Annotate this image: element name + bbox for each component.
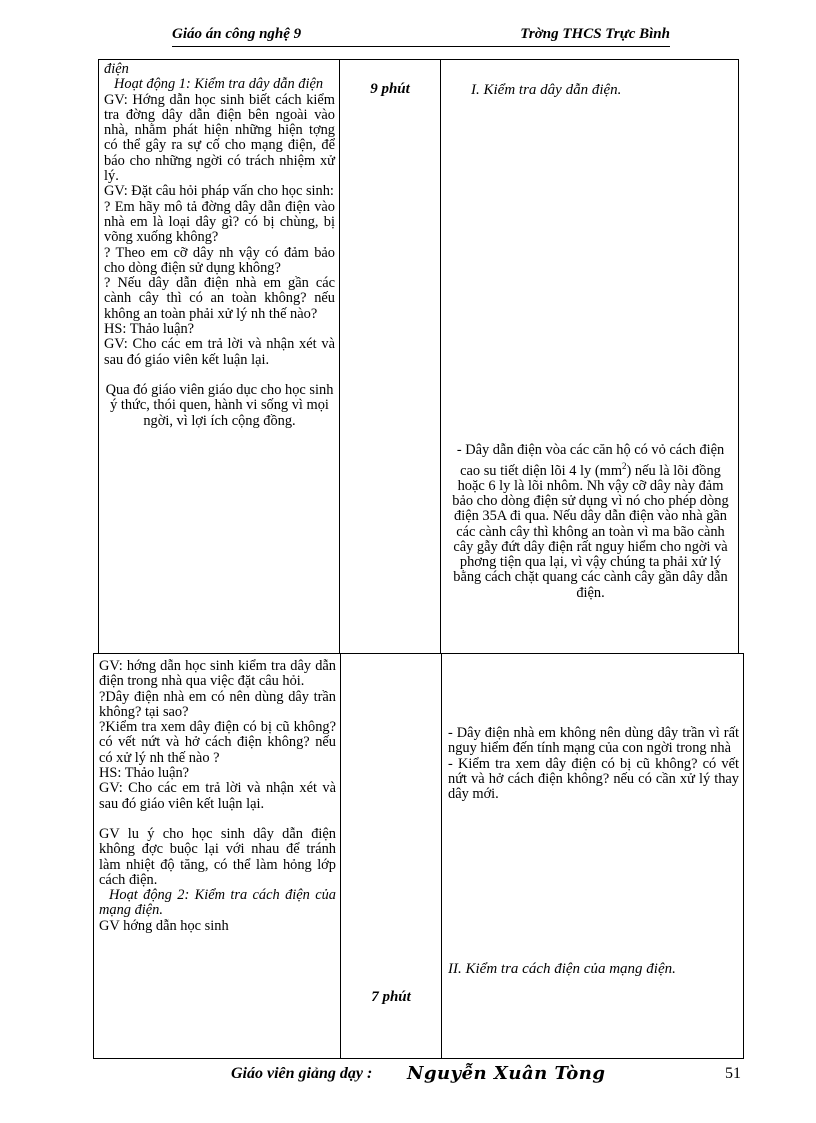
content-line: ? Em hãy mô tả đờng dây dẫn điện vào nhà em là loại dây gì? có bị chùng, bị võng xuống không? [104, 198, 335, 246]
activity-column [99, 60, 340, 654]
section-heading: I. Kiểm tra dây dẫn điện. [471, 82, 622, 98]
note: GV lu ý cho học sinh dây dẫn điện không đợc buộc lại với nhau để tránh làm nhiệt độ tăng, có thể làm hỏng lớp cách điện. [99, 825, 336, 888]
page-footer [93, 1058, 743, 1089]
time-label: 7 phút [371, 989, 411, 1005]
time-column [341, 654, 442, 1059]
activity-title: Hoạt động 1: Kiểm tra dây dẫn điện [114, 76, 324, 93]
content-column [442, 654, 744, 1059]
time-column [340, 60, 441, 654]
content-line: GV: Hớng dẫn học sinh biết cách kiểm tra đờng dây dẫn điện bên ngoài vào nhà, nhằm phát hiện những hiện tợng có thể gây ra sự cố cho mạng điện, để báo cho những ngời có trách nhiệm xử lý. [104, 91, 335, 185]
page-header [172, 26, 670, 47]
header-school: Trờng THCS Trực Bình [520, 26, 670, 42]
conclusion: Qua đó giáo viên giáo dục cho học sinh ý thức, thói quen, hành vi sống vì mọi ngời, vì lợi ích cộng đồng. [105, 381, 334, 429]
content-line: GV hớng dẫn học sinh [99, 917, 229, 934]
teacher-label: Giáo viên giảng dạy : [231, 1065, 373, 1082]
content-line: ?Dây điện nhà em có nên dùng dây trần không? tại sao? [99, 688, 336, 720]
header-subject: Giáo án công nghệ 9 [172, 26, 302, 42]
time-label: 9 phút [370, 81, 410, 97]
content-line: ?Kiểm tra xem dây điện có bị cũ không? có vết nứt và hở cách điện không? nếu có xử lý nh thế nào ? [99, 719, 336, 766]
lesson-table-2 [93, 653, 744, 1059]
teacher-name: Nguyễn Xuân Tòng [407, 1063, 606, 1084]
lesson-table-1 [98, 59, 739, 654]
content-line: HS: Thảo luận? [99, 765, 190, 782]
content-line: ? Theo em cỡ dây nh vậy có đảm bảo cho dòng điện sử dụng không? [104, 244, 335, 276]
activity-column [94, 654, 341, 1059]
top-fragment: điện [104, 61, 129, 77]
content-line: HS: Thảo luận? [104, 321, 195, 338]
content-line: ? Nếu dây dẫn điện nhà em gần các cành cây thì có an toàn không? nếu không an toàn phải xử lý nh thế nào? [104, 275, 335, 322]
content-line: GV: hớng dẫn học sinh kiểm tra dây dẫn điện trong nhà qua việc đặt câu hỏi. [99, 658, 336, 690]
content-line: GV: Đặt câu hỏi pháp vấn cho học sinh: [104, 183, 334, 200]
content-line: GV: Cho các em trả lời và nhận xét và sau đó giáo viên kết luận lại. [99, 780, 336, 812]
content-column [441, 60, 739, 654]
answer-text: - Dây điện nhà em không nên dùng dây trần vì rất nguy hiểm đến tính mạng của con ngời trong nhà - Kiểm tra xem dây điện có bị cũ không? có vết nứt và hở cách điện không? nếu có cần xử lý thay dây mới. [448, 725, 739, 803]
answer-text: - Dây dẫn điện vòa các căn hộ có vỏ cách điện cao su tiết diện lõi 4 ly $(mm^2)$ nếu là lõi đồng hoặc 6 ly là lõi nhôm. Nh vậy cỡ dây này đảm bảo cho dòng điện sử dụng vì nó cho phép dòng điện 35A đi qua. Nếu dây dẫn điện vào nhà gần các cành cây thì không an toàn vì ma bão cành cây gẫy đứt dây điện rất nguy hiểm cho ngời và phơng tiện qua lại, vì vậy chúng ta phải xử lý bằng cách chặt quang các cành cây gần dây dẫn điện. [452, 442, 729, 601]
section-heading: II. Kiểm tra cách điện của mạng điện. [448, 961, 676, 978]
page-number: 51 [725, 1065, 741, 1082]
content-line: GV: Cho các em trả lời và nhận xét và sau đó giáo viên kết luận lại. [104, 336, 335, 368]
activity-title: Hoạt động 2: Kiểm tra cách điện của mạng điện. [99, 887, 336, 919]
